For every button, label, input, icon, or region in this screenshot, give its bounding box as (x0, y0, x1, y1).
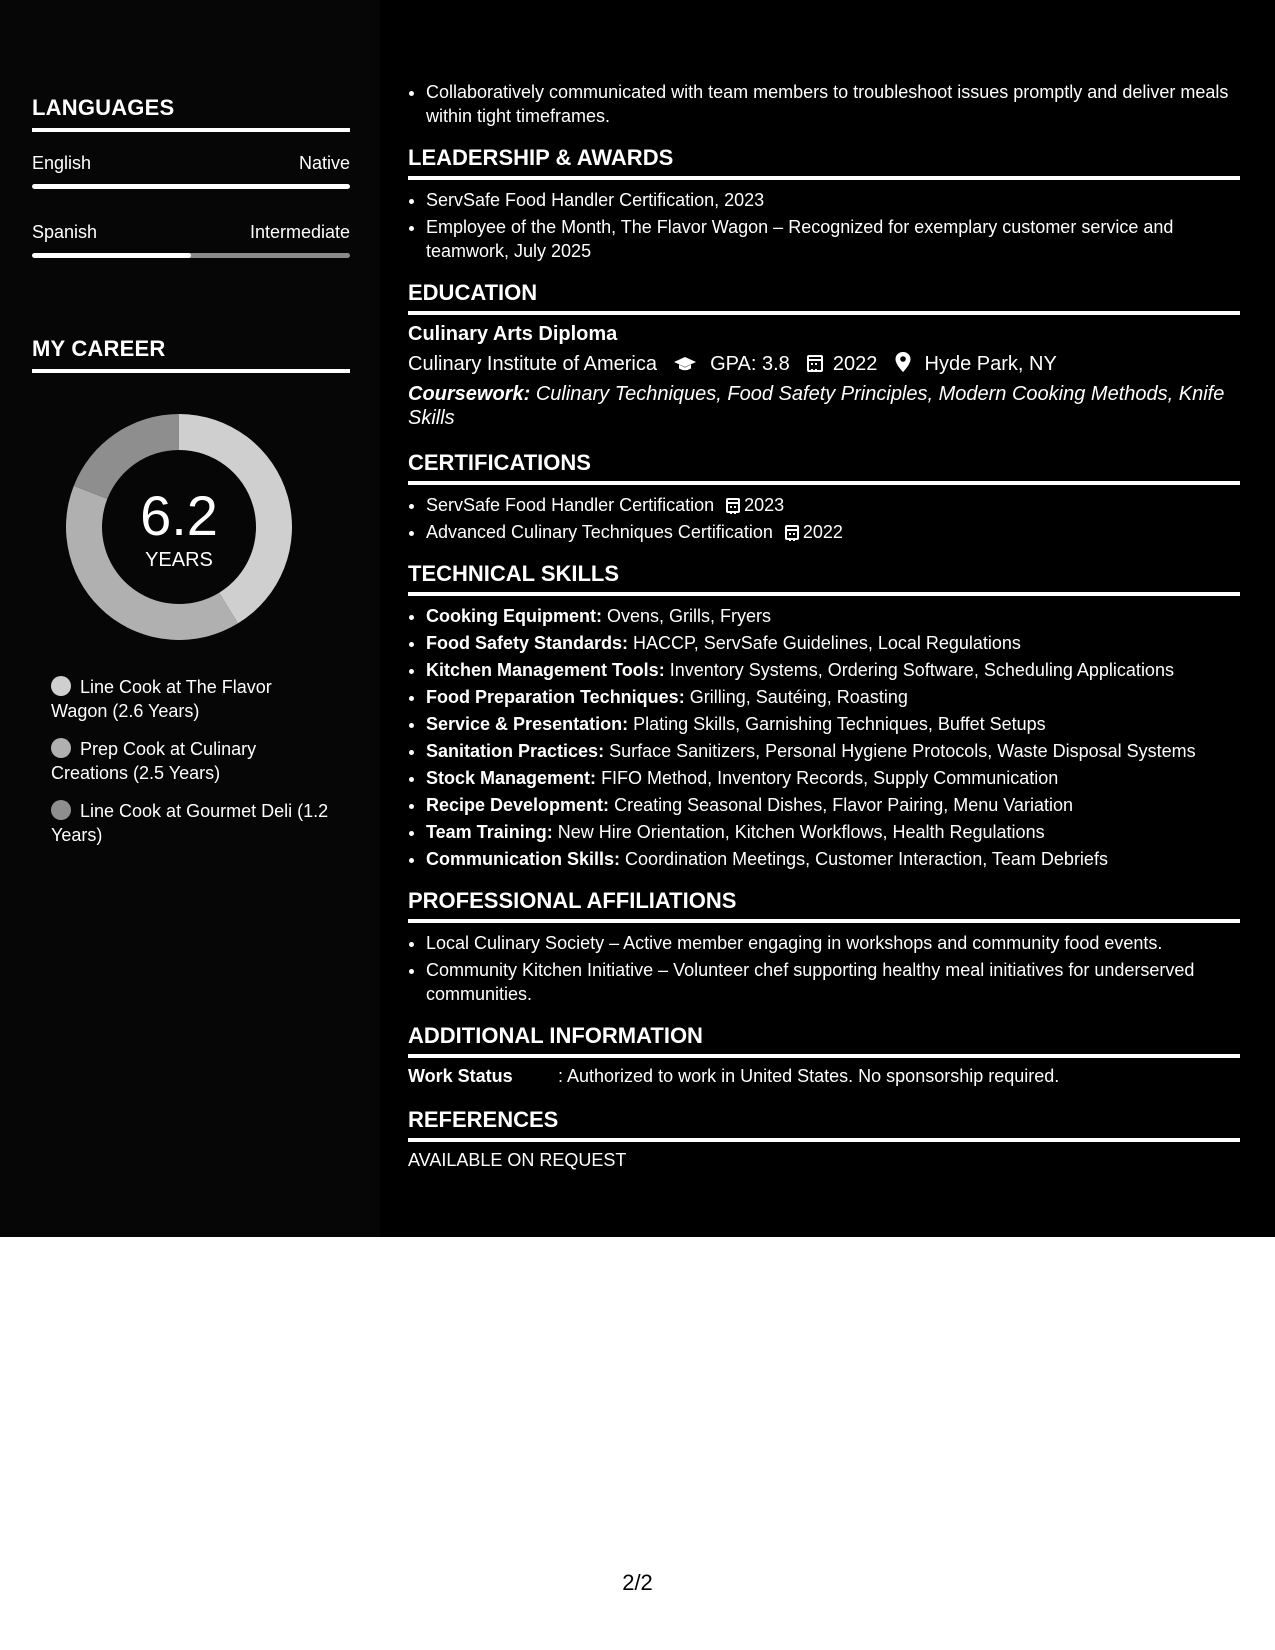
skill-item (426, 793, 1240, 817)
education-year: 2022 (832, 353, 878, 375)
list-item: • Community Kitchen Initiative – Volunteer chef supporting healthy meal initiatives for underserved communities. (426, 958, 1240, 1006)
skill-value: Plating Skills, Garnishing Techniques, Buffet Setups (633, 714, 1046, 734)
page-number: 2/2 (622, 1570, 653, 1595)
legend-dot-icon (51, 676, 71, 696)
section-additional-info (408, 1023, 1240, 1087)
skill-value: Coordination Meetings, Customer Interaction, Team Debriefs (625, 849, 1108, 869)
section-heading: LEADERSHIP & AWARDS (408, 145, 1240, 180)
language-bar-english (32, 184, 350, 189)
gpa: GPA: 3.8 (710, 353, 790, 375)
skill-value: Surface Sanitizers, Personal Hygiene Protocols, Waste Disposal Systems (609, 741, 1196, 761)
career-total-unit: YEARS (145, 549, 213, 571)
section-heading: PROFESSIONAL AFFILIATIONS (408, 888, 1240, 923)
section-references (408, 1107, 1240, 1171)
location-pin-icon (895, 352, 911, 372)
section-leadership (408, 145, 1240, 263)
experience-bullets (408, 80, 1240, 128)
career-legend-item (51, 675, 331, 723)
legend-dot-icon (51, 738, 71, 758)
list-item: • Local Culinary Society – Active member engaging in workshops and community food events. (426, 931, 1240, 955)
career-legend-label: Line Cook at Gourmet Deli (1.2 Years) (51, 801, 329, 845)
language-name: English (32, 153, 92, 173)
school-name: Culinary Institute of America (408, 353, 657, 375)
graduation-cap-icon (673, 356, 697, 372)
skill-value: New Hire Orientation, Kitchen Workflows, Health Regulations (557, 822, 1045, 842)
skill-item (426, 820, 1240, 844)
list-item: • Collaboratively communicated with team members to troubleshoot issues promptly and deliver meals within tight timeframes. (426, 80, 1240, 128)
skills-list (408, 604, 1240, 871)
education-location: Hyde Park, NY (924, 353, 1057, 375)
skill-item (426, 766, 1240, 790)
list-item: • ServSafe Food Handler Certification, 2023 (426, 188, 1240, 212)
leadership-list (408, 188, 1240, 263)
skill-label: Service & Presentation: (426, 714, 629, 734)
career-legend-label: Line Cook at The Flavor Wagon (2.6 Years) (51, 677, 272, 721)
skill-item (426, 685, 1240, 709)
language-level: Native (298, 153, 350, 173)
cert-year: 2022 (802, 522, 843, 542)
calendar-icon (807, 355, 823, 372)
skill-item (426, 712, 1240, 736)
affiliations-list (408, 931, 1240, 1006)
skill-label: Communication Skills: (426, 849, 621, 869)
section-heading: TECHNICAL SKILLS (408, 561, 1240, 596)
language-bar-fill (32, 253, 191, 258)
career-legend-item (51, 799, 331, 847)
skill-item (426, 631, 1240, 655)
list-item: • Employee of the Month, The Flavor Wagon – Recognized for exemplary customer service and teamwork, July 2025 (426, 215, 1240, 263)
coursework-list: Culinary Techniques, Food Safety Principles, Modern Cooking Methods, Knife Skills (408, 383, 1225, 429)
skill-item (426, 847, 1240, 871)
skill-label: Recipe Development: (426, 795, 610, 815)
calendar-icon (726, 498, 740, 513)
section-affiliations (408, 888, 1240, 1006)
work-status-row (408, 1066, 1240, 1087)
section-technical-skills (408, 561, 1240, 871)
coursework (408, 382, 1240, 430)
skill-value: Inventory Systems, Ordering Software, Scheduling Applications (669, 660, 1174, 680)
language-bar-spanish (32, 253, 350, 258)
work-status-value: : Authorized to work in United States. No sponsorship required. (558, 1066, 1060, 1086)
skill-item (426, 604, 1240, 628)
skill-value: FIFO Method, Inventory Records, Supply Communication (601, 768, 1059, 788)
skill-value: Creating Seasonal Dishes, Flavor Pairing, Menu Variation (614, 795, 1073, 815)
legend-dot-icon (51, 800, 71, 820)
skill-label: Stock Management: (426, 768, 597, 788)
coursework-label: Coursework: (408, 383, 531, 405)
skill-item (426, 739, 1240, 763)
cert-name: Advanced Culinary Techniques Certification (426, 522, 773, 542)
references-text: AVAILABLE ON REQUEST (408, 1150, 627, 1170)
section-heading: CERTIFICATIONS (408, 450, 1240, 485)
skill-label: Sanitation Practices: (426, 741, 605, 761)
section-heading: REFERENCES (408, 1107, 1240, 1142)
sidebar (0, 0, 380, 1237)
list-item (426, 520, 1240, 544)
skill-label: Cooking Equipment: (426, 606, 602, 626)
skill-label: Kitchen Management Tools: (426, 660, 665, 680)
section-education (408, 280, 1240, 430)
language-level: Intermediate (249, 222, 350, 242)
list-item (426, 493, 1240, 517)
section-certifications (408, 450, 1240, 544)
section-heading: ADDITIONAL INFORMATION (408, 1023, 1240, 1058)
skill-value: Ovens, Grills, Fryers (607, 606, 772, 626)
degree-title: Culinary Arts Diploma (408, 323, 618, 345)
skill-value: Grilling, Sautéing, Roasting (689, 687, 908, 707)
cert-name: ServSafe Food Handler Certification (426, 495, 715, 515)
language-bar-fill (32, 184, 350, 189)
language-row-spanish (32, 222, 350, 243)
cert-year: 2023 (744, 495, 785, 515)
calendar-icon (785, 525, 799, 540)
certifications-list (408, 493, 1240, 544)
language-row-english (32, 153, 350, 174)
skill-value: HACCP, ServSafe Guidelines, Local Regulations (633, 633, 1021, 653)
skill-label: Food Safety Standards: (426, 633, 629, 653)
language-name: Spanish (32, 222, 98, 242)
skill-item (426, 658, 1240, 682)
skill-label: Team Training: (426, 822, 553, 842)
section-heading: EDUCATION (408, 280, 1240, 315)
career-legend-label: Prep Cook at Culinary Creations (2.5 Years) (51, 739, 257, 783)
career-heading: MY CAREER (32, 336, 350, 373)
career-legend-item (51, 737, 331, 785)
education-details (408, 352, 1240, 376)
skill-label: Food Preparation Techniques: (426, 687, 685, 707)
work-status-label: Work Status (408, 1066, 513, 1086)
main-content (408, 0, 1240, 1171)
career-total-years: 6.2 (140, 484, 218, 547)
languages-heading: LANGUAGES (32, 95, 350, 132)
